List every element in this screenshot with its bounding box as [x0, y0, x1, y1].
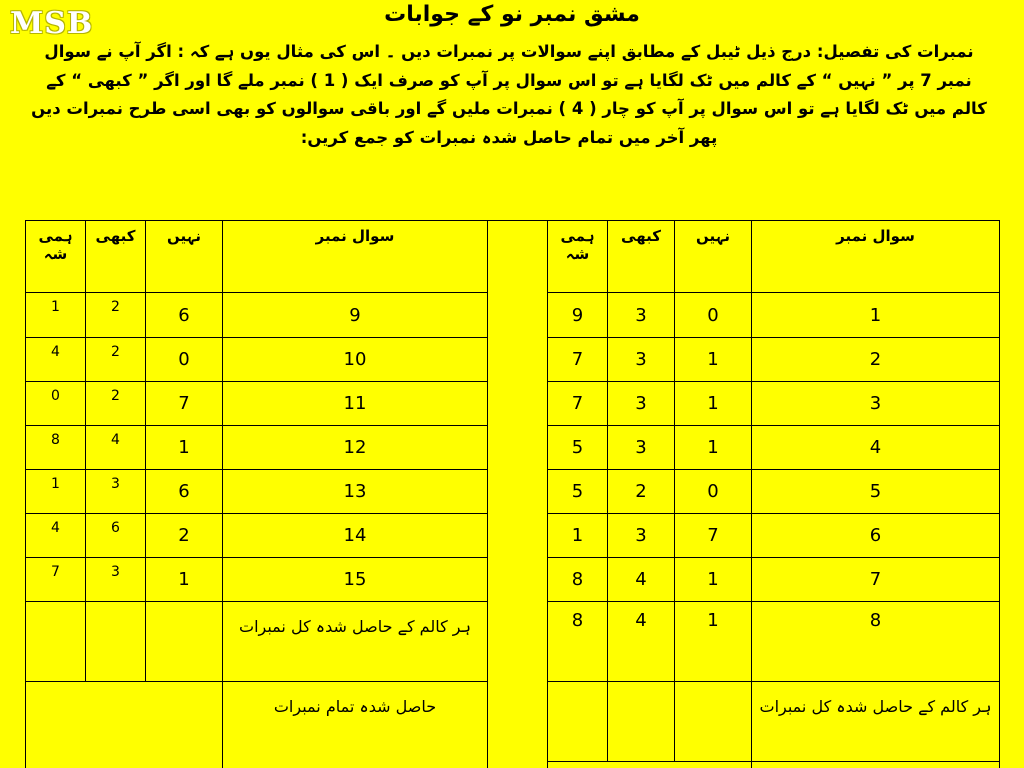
- header-always: ہمی شہ: [548, 221, 608, 293]
- cell-never: 1: [675, 338, 752, 382]
- cell-always: 7: [548, 382, 608, 426]
- msb-logo: MSB: [10, 6, 94, 41]
- cell-always: 5: [548, 470, 608, 514]
- cell-question: 7: [752, 558, 1000, 602]
- table-row: [26, 470, 488, 514]
- table-separator: [487, 220, 547, 768]
- cell-never: 7: [675, 514, 752, 558]
- answers-table-left: [25, 220, 488, 768]
- cell-question: 3: [752, 382, 1000, 426]
- cell-always: 9: [548, 293, 608, 338]
- cell-always: 1: [548, 514, 608, 558]
- table-row: [548, 558, 1000, 602]
- cell-question: 12: [223, 426, 488, 470]
- total-always-cell: [548, 682, 608, 762]
- cell-question: 10: [223, 338, 488, 382]
- cell-sometimes: 3: [608, 426, 675, 470]
- total-never-cell: [146, 602, 223, 682]
- answers-table-right: [547, 220, 1000, 768]
- cell-never: 2: [146, 514, 223, 558]
- table-row: [26, 338, 488, 382]
- cell-always: 7: [26, 558, 86, 602]
- cell-always: 8: [548, 558, 608, 602]
- table-row: [548, 470, 1000, 514]
- total-sometimes-cell: [608, 682, 675, 762]
- page-title: مشق نمبر نو کے جوابات: [384, 2, 640, 27]
- table-row: [548, 426, 1000, 470]
- table-row: [548, 514, 1000, 558]
- cell-question: 1: [752, 293, 1000, 338]
- cell-sometimes: 3: [608, 338, 675, 382]
- total-never-cell: [675, 682, 752, 762]
- cell-sometimes: 4: [608, 558, 675, 602]
- column-total-label: ہر کالم کے حاصل شدہ کل نمبرات: [752, 682, 1000, 762]
- cell-question: 6: [752, 514, 1000, 558]
- table-header-row: [26, 221, 488, 293]
- cell-never: 1: [675, 602, 752, 682]
- grand-total-value-cell: [548, 762, 752, 768]
- cell-never: 7: [146, 382, 223, 426]
- cell-question: 4: [752, 426, 1000, 470]
- cell-sometimes: 2: [86, 382, 146, 426]
- cell-sometimes: 3: [86, 470, 146, 514]
- grand-total-label-cell: [752, 762, 1000, 768]
- grand-total-label: حاصل شدہ تمام نمبرات: [223, 682, 488, 768]
- total-always-cell: [26, 602, 86, 682]
- cell-never: 1: [146, 426, 223, 470]
- cell-question: 13: [223, 470, 488, 514]
- column-total-row: [548, 682, 1000, 762]
- table-row: [548, 338, 1000, 382]
- column-total-row: [26, 602, 488, 682]
- cell-always: 1: [26, 293, 86, 338]
- header-question-number: سوال نمبر: [752, 221, 1000, 293]
- cell-always: 4: [26, 338, 86, 382]
- cell-sometimes: 2: [86, 338, 146, 382]
- cell-always: 0: [26, 382, 86, 426]
- table-row: [26, 558, 488, 602]
- header-sometimes: کبھی: [86, 221, 146, 293]
- table-row: [26, 514, 488, 558]
- table-header-row: [548, 221, 1000, 293]
- cell-sometimes: 2: [86, 293, 146, 338]
- cell-always: 8: [26, 426, 86, 470]
- column-total-label: ہر کالم کے حاصل شدہ کل نمبرات: [223, 602, 488, 682]
- table-row: [548, 602, 1000, 682]
- header-sometimes: کبھی: [608, 221, 675, 293]
- header-never: نہیں: [146, 221, 223, 293]
- cell-question: 9: [223, 293, 488, 338]
- grand-total-value-cell: [26, 682, 223, 768]
- cell-sometimes: 3: [608, 514, 675, 558]
- table-row: [26, 426, 488, 470]
- cell-never: 6: [146, 470, 223, 514]
- cell-question: 14: [223, 514, 488, 558]
- table-row: [26, 382, 488, 426]
- cell-always: 7: [548, 338, 608, 382]
- cell-never: 6: [146, 293, 223, 338]
- header-never: نہیں: [675, 221, 752, 293]
- cell-sometimes: 6: [86, 514, 146, 558]
- table-row: [548, 293, 1000, 338]
- cell-always: 1: [26, 470, 86, 514]
- cell-always: 5: [548, 426, 608, 470]
- cell-sometimes: 3: [86, 558, 146, 602]
- instructions-text: نمبرات کی تفصیل: درج ذیل ٹیبل کے مطابق اپنے سوالات پر نمبرات دیں ۔ اس کی مثال یوں ہے کہ : اگر آپ نے سوال نمبر 7 پر ” نہیں “ کے کالم میں ٹک لگایا ہے تو اس سوال پر آپ کو صرف ایک ( 1 ) نمبر ملے گا اور اگر ” کبھی “ کے کالم میں ٹک لگایا ہے تو اس سوال پر آپ کو چار ( 4 ) نمبرات ملیں گے اور باقی سوالوں کو بھی اسی طرح نمبرات دیں پھر آخر میں تمام حاصل شدہ نمبرات کو جمع کریں:: [31, 42, 987, 147]
- cell-question: 8: [752, 602, 1000, 682]
- cell-always: 4: [26, 514, 86, 558]
- cell-sometimes: 3: [608, 382, 675, 426]
- cell-sometimes: 3: [608, 293, 675, 338]
- grand-total-row: [26, 682, 488, 768]
- header-always: ہمی شہ: [26, 221, 86, 293]
- cell-question: 11: [223, 382, 488, 426]
- cell-never: 1: [146, 558, 223, 602]
- cell-never: 0: [675, 293, 752, 338]
- cell-question: 2: [752, 338, 1000, 382]
- cell-never: 1: [675, 382, 752, 426]
- cell-never: 0: [146, 338, 223, 382]
- cell-never: 0: [675, 470, 752, 514]
- cell-always: 8: [548, 602, 608, 682]
- grand-total-row: [548, 762, 1000, 768]
- header-question-number: سوال نمبر: [223, 221, 488, 293]
- cell-never: 1: [675, 558, 752, 602]
- cell-question: 5: [752, 470, 1000, 514]
- cell-sometimes: 4: [608, 602, 675, 682]
- table-row: [548, 382, 1000, 426]
- table-row: [26, 293, 488, 338]
- cell-sometimes: 4: [86, 426, 146, 470]
- cell-sometimes: 2: [608, 470, 675, 514]
- cell-never: 1: [675, 426, 752, 470]
- cell-question: 15: [223, 558, 488, 602]
- total-sometimes-cell: [86, 602, 146, 682]
